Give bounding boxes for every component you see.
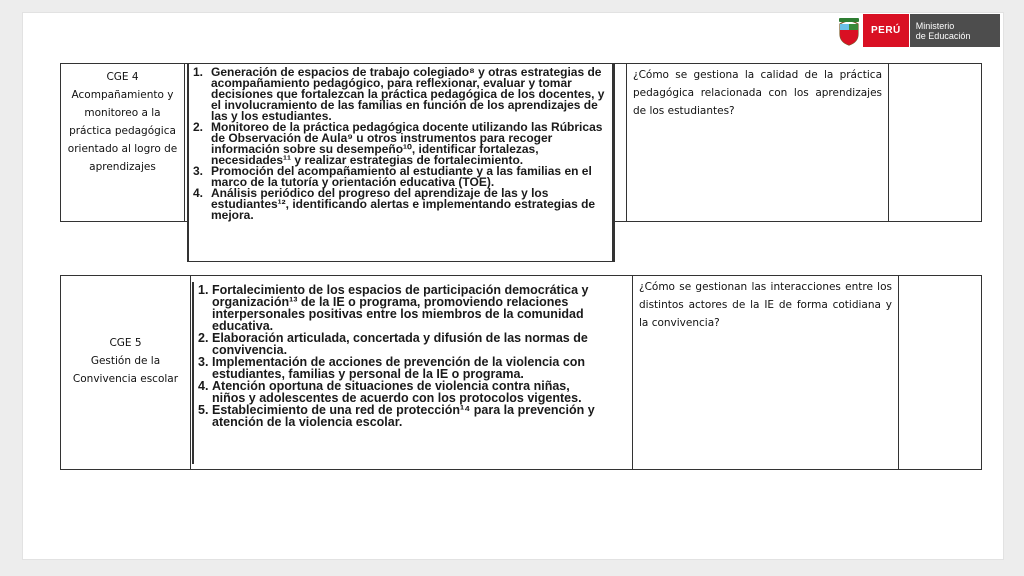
cge4-title-line: Acompañamiento y [71, 89, 174, 101]
cge4-empty-cell [889, 64, 981, 221]
cge5-code: CGE 5 [109, 337, 142, 349]
list-item: 2. Monitoreo de la práctica pedagógica docente utilizando las Rúbricas de Observación de Aula⁹ u otros instrumentos para recoger información sobre su desempeño¹⁰, identificar fortalezas, necesidades¹¹ y realizar estrategias de fortalecimiento. [193, 120, 603, 167]
list-item: 1. Generación de espacios de trabajo colegiado⁸ y otras estrategias de acompañamiento pedagógico, para reflexionar, evaluar y tomar decisiones que fortalezcan la práctica pedagógica de los docentes, y el involucramiento de las familias en función de los aprendizajes de las y los estudiantes. [193, 65, 605, 123]
cge5-practices-list [192, 282, 602, 464]
cge4-title-line: monitoreo a la [84, 107, 161, 119]
cge5-title-line: Gestión de la [90, 355, 161, 367]
cge4-title-line: aprendizajes [89, 161, 156, 173]
cge4-code: CGE 4 [106, 71, 139, 83]
country-label: PERÚ [863, 14, 909, 47]
list-item: 3. Promoción del acompañamiento al estudiante y a las familias en el marco de la tutoría y orientación educativa (TOE). [193, 164, 592, 189]
cge4-question-cell: ¿Cómo se gestiona la calidad de la práctica pedagógica relacionada con los aprendizajes de los estudiantes? [627, 64, 889, 221]
ministry-label [909, 14, 1001, 47]
cge4-practices-list [187, 64, 615, 262]
list-item: 4. Análisis periódico del progreso del aprendizaje de las y los estudiantes¹², identificando alertas e implementando estrategias de mejora. [193, 186, 596, 222]
ministry-logo [835, 14, 1000, 47]
list-item: 3. Implementación de acciones de prevención de la violencia con estudiantes, familias y personal de la IE o programa. [198, 355, 586, 381]
ministry-line-2: de Educación [915, 30, 971, 41]
cge5-title-cell [61, 276, 191, 469]
list-item: 1. Fortalecimiento de los espacios de participación democrática y organización¹³ de la IE o programa, promoviendo relaciones interpersonales positivas entre los miembros de la comunidad educativa. [198, 283, 589, 333]
peru-shield-icon [835, 14, 863, 47]
cge4-title-line: orientado al logro de [67, 143, 178, 155]
list-item: 4. Atención oportuna de situaciones de violencia contra niñas, niños y adolescentes de acuerdo con los protocolos vigentes. [198, 379, 582, 405]
ministry-line-1: Ministerio [915, 20, 955, 31]
list-item: 2. Elaboración articulada, concertada y difusión de las normas de convivencia. [198, 331, 588, 357]
cge4-title-cell [61, 64, 185, 221]
list-item: 5. Establecimiento de una red de protección¹⁴ para la prevención y atención de la violencia escolar. [198, 403, 595, 429]
cge4-title-line: práctica pedagógica [69, 125, 176, 137]
cge5-question-cell: ¿Cómo se gestionan las interacciones entre los distintos actores de la IE de forma cotidiana y la convivencia? [633, 276, 899, 469]
cge5-title-line: Convivencia escolar [72, 373, 179, 385]
cge5-empty-cell [899, 276, 981, 469]
